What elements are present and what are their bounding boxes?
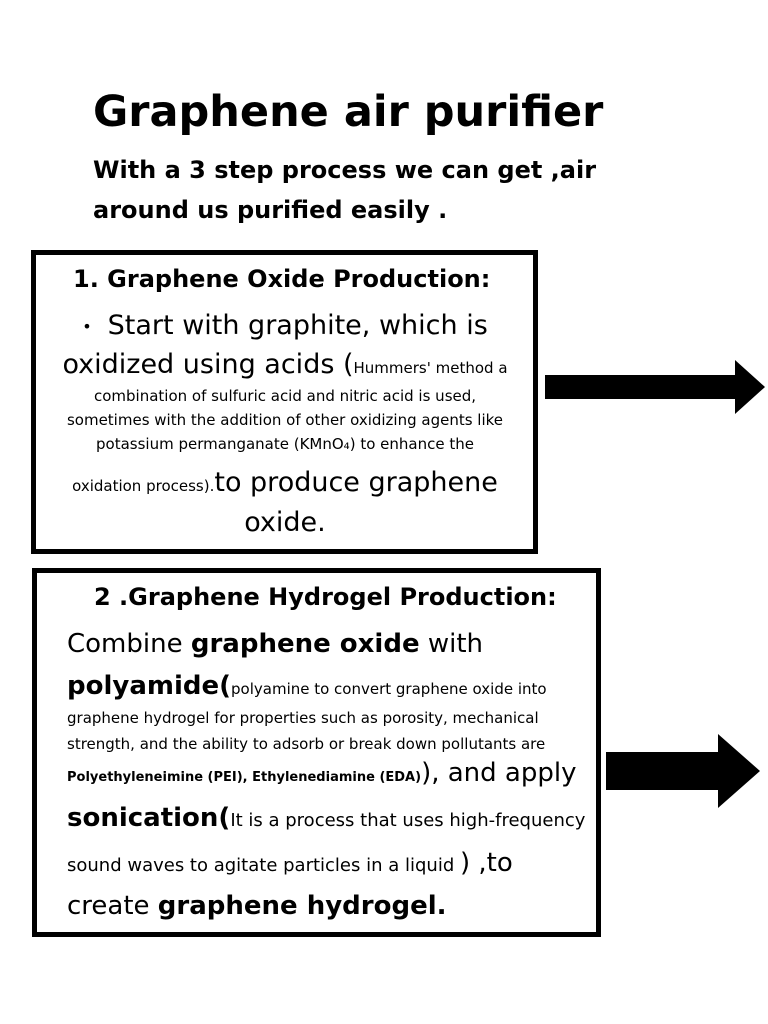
step2-note: strength, and the ability to adsorb or break down pollutants are <box>67 735 546 753</box>
step1-text: oxidized using acids ( <box>62 348 354 380</box>
step2-box <box>32 568 601 937</box>
step2-emphasis: polyamide( <box>67 671 232 701</box>
step2-text: Combine <box>67 629 191 659</box>
step2-emphasis: graphene oxide <box>190 629 420 659</box>
step2-text: create <box>67 891 158 921</box>
step2-line <box>67 631 602 657</box>
step1-note: sometimes with the addition of other oxidizing agents like <box>66 410 504 429</box>
step2-text: with <box>419 629 484 659</box>
step1-line <box>40 310 530 341</box>
step1-description <box>40 310 530 538</box>
step2-emphasis: graphene hydrogel. <box>157 891 447 921</box>
step1-note: potassium permanganate (KMnO₄) to enhance the <box>96 434 474 453</box>
step1-heading: 1. Graphene Oxide Production: <box>73 265 491 293</box>
step1-box <box>31 250 538 554</box>
step2-line <box>67 805 602 834</box>
step2-line <box>67 673 602 702</box>
step1-note: combination of sulfuric acid and nitric acid is used, <box>93 386 477 405</box>
page-title: Graphene air purifier <box>93 87 604 137</box>
step2-note: sound waves to agitate particles in a liquid <box>67 855 460 876</box>
step2-line <box>67 893 602 919</box>
step1-note: Hummers' method a <box>353 358 508 377</box>
step1-line <box>40 348 530 380</box>
step2-heading: 2 .Graphene Hydrogel Production: <box>94 583 557 611</box>
step2-emphasis: sonication( <box>67 803 231 833</box>
step1-text: oxide. <box>244 506 326 538</box>
step2-line <box>67 760 602 791</box>
step1-text: Start with graphite, which is <box>107 310 488 341</box>
step2-description <box>67 631 602 919</box>
step1-note: oxidation process). <box>72 476 215 495</box>
step2-text: ) ,to <box>459 848 513 878</box>
step2-line <box>67 850 602 879</box>
step2-note: It is a process that uses high-frequency <box>230 810 586 831</box>
right-arrow-icon <box>606 734 760 808</box>
step2-note: graphene hydrogel for properties such as porosity, mechanical <box>67 709 539 727</box>
step1-line <box>40 466 530 498</box>
page-subtitle: With a 3 step process we can get ,air around us purified easily . <box>93 156 597 224</box>
step2-note: polyamine to convert graphene oxide into <box>231 680 547 698</box>
step2-text: ), and apply <box>421 758 577 788</box>
right-arrow-icon <box>545 360 765 414</box>
step2-chemicals: Polyethyleneimine (PEI), Ethylenediamine (EDA) <box>67 770 422 785</box>
step1-text: to produce graphene <box>214 466 498 498</box>
bullet-icon: • <box>82 316 92 336</box>
